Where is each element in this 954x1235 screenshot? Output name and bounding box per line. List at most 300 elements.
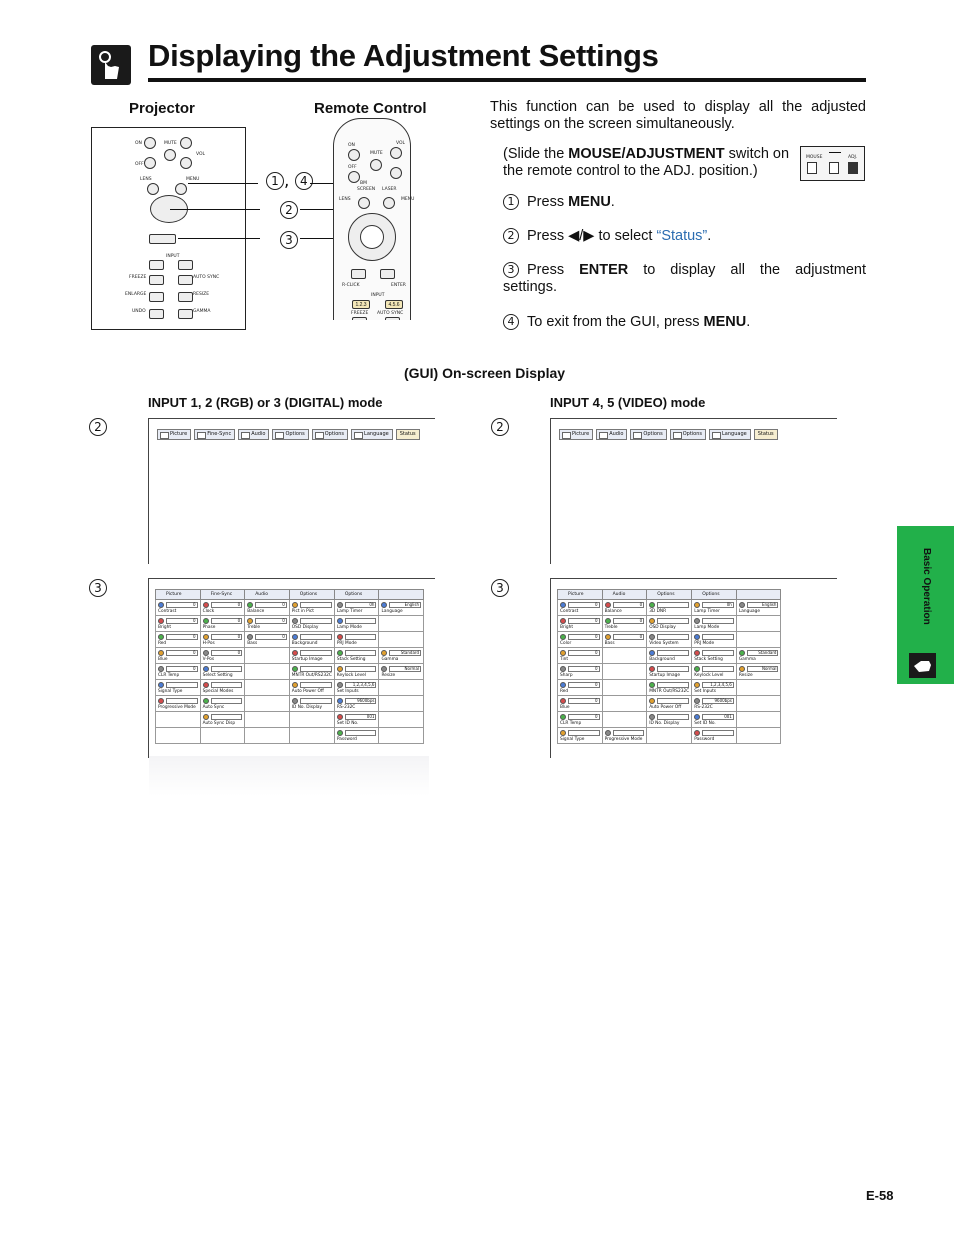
proj-auto-sync-label: AUTO SYNC bbox=[193, 275, 220, 280]
setting-value bbox=[345, 666, 377, 672]
rgb-status-cell bbox=[289, 600, 334, 616]
setting-value bbox=[300, 602, 332, 608]
setting-label: Language bbox=[381, 609, 403, 614]
rgb-status-cell bbox=[156, 664, 201, 680]
setting-icon bbox=[337, 682, 343, 688]
remote-menu-label: MENU bbox=[401, 197, 415, 202]
setting-icon bbox=[337, 698, 343, 704]
setting-icon bbox=[337, 730, 343, 736]
rgb-status-cell bbox=[379, 712, 424, 728]
table-row bbox=[558, 712, 781, 728]
setting-label: Video System bbox=[649, 641, 679, 646]
remote-auto-sync-label: AUTO SYNC bbox=[377, 311, 404, 316]
table-row bbox=[558, 728, 781, 744]
setting-value: 0h bbox=[702, 602, 734, 608]
title-rule bbox=[148, 78, 866, 82]
setting-label: Password bbox=[694, 737, 715, 742]
setting-value: 0 bbox=[568, 634, 600, 640]
setting-icon bbox=[694, 698, 700, 704]
setting-icon bbox=[649, 634, 655, 640]
slide-note: (Slide the MOUSE/ADJUSTMENT switch on the remote control to the ADJ. position.) bbox=[503, 146, 790, 179]
video-status-cell bbox=[558, 680, 603, 696]
setting-icon bbox=[203, 682, 209, 688]
setting-label: Set ID No. bbox=[694, 721, 716, 726]
setting-icon bbox=[560, 666, 566, 672]
setting-value: 0 bbox=[613, 618, 645, 624]
remote-input-456-button[interactable]: 4.5.6 bbox=[385, 300, 403, 309]
rgb-status-cell bbox=[245, 680, 290, 696]
setting-icon bbox=[203, 666, 209, 672]
setting-value: 1,2,3,4,5,6 bbox=[702, 682, 734, 688]
remote-input-label: INPUT bbox=[371, 293, 385, 298]
rgb-status-cell bbox=[200, 648, 245, 664]
setting-value bbox=[345, 634, 377, 640]
setting-value bbox=[657, 666, 689, 672]
video-mode-label: INPUT 4, 5 (VIDEO) mode bbox=[550, 395, 706, 410]
video-status-cell bbox=[558, 648, 603, 664]
setting-value: English bbox=[747, 602, 779, 608]
leader-line-1 bbox=[188, 183, 258, 184]
setting-value: 0 bbox=[568, 602, 600, 608]
video-status-cell bbox=[647, 728, 692, 744]
remote-enter-button[interactable] bbox=[380, 269, 395, 279]
setting-icon bbox=[158, 602, 164, 608]
setting-icon bbox=[649, 698, 655, 704]
setting-icon bbox=[337, 714, 343, 720]
table-row bbox=[156, 600, 424, 616]
setting-label: PRJ Mode bbox=[694, 641, 715, 646]
remote-vol-down-button[interactable] bbox=[390, 167, 402, 179]
setting-label: 3D DNR bbox=[649, 609, 667, 614]
setting-value bbox=[300, 698, 332, 704]
video-menu-screen bbox=[550, 418, 837, 564]
setting-value bbox=[300, 634, 332, 640]
setting-icon bbox=[292, 650, 298, 656]
setting-icon bbox=[560, 698, 566, 704]
setting-label: CLR Temp bbox=[158, 673, 180, 678]
proj-resize-button[interactable] bbox=[178, 292, 193, 302]
setting-value bbox=[300, 618, 332, 624]
setting-label: Stack Setting bbox=[336, 657, 366, 662]
setting-value bbox=[657, 714, 689, 720]
rgb-col-header: Options bbox=[289, 590, 334, 600]
rgb-status-cell bbox=[289, 648, 334, 664]
rgb-status-cell bbox=[156, 648, 201, 664]
remote-vol-up-button[interactable] bbox=[390, 147, 402, 159]
setting-label: RS-232C bbox=[336, 705, 356, 710]
setting-value: 1,2,3,4,5,6 bbox=[345, 682, 377, 688]
setting-value: 0 bbox=[166, 666, 198, 672]
setting-value: 9600bps bbox=[345, 698, 377, 704]
setting-icon bbox=[605, 602, 611, 608]
setting-value bbox=[702, 618, 734, 624]
setting-icon bbox=[203, 602, 209, 608]
gui-callout-rgb-2: 2 bbox=[89, 417, 107, 437]
video-tab-options[interactable]: Options bbox=[630, 429, 666, 440]
video-status-cell bbox=[647, 712, 692, 728]
remote-lens-label: LENS bbox=[339, 197, 351, 202]
proj-mute-button[interactable] bbox=[164, 149, 176, 161]
remote-mute-label: MUTE bbox=[370, 151, 383, 156]
setting-value bbox=[613, 730, 645, 736]
setting-label: Gamma bbox=[381, 657, 399, 662]
video-status-cell bbox=[736, 696, 781, 712]
proj-gamma-button[interactable] bbox=[178, 309, 193, 319]
video-status-cell bbox=[558, 712, 603, 728]
setting-icon bbox=[739, 666, 745, 672]
setting-label: Treble bbox=[247, 625, 261, 630]
video-status-cell bbox=[692, 728, 737, 744]
video-status-cell bbox=[558, 728, 603, 744]
table-row bbox=[558, 600, 781, 616]
setting-icon bbox=[381, 602, 387, 608]
rgb-status-cell bbox=[379, 696, 424, 712]
setting-label: Tint bbox=[560, 657, 569, 662]
setting-icon bbox=[337, 666, 343, 672]
proj-lens-button[interactable] bbox=[147, 183, 159, 195]
setting-icon bbox=[381, 650, 387, 656]
video-status-cell bbox=[692, 600, 737, 616]
rgb-status-cell bbox=[200, 680, 245, 696]
video-status-cell bbox=[647, 664, 692, 680]
rgb-status-cell bbox=[334, 616, 379, 632]
video-status-cell bbox=[602, 648, 647, 664]
setting-icon bbox=[203, 650, 209, 656]
video-status-cell bbox=[647, 680, 692, 696]
setting-icon bbox=[649, 714, 655, 720]
setting-label: Red bbox=[158, 641, 167, 646]
setting-label: OSD Display bbox=[291, 625, 319, 630]
setting-label: H-Pos bbox=[202, 641, 215, 646]
rgb-status-cell bbox=[379, 680, 424, 696]
setting-label: Lamp Timer bbox=[336, 609, 363, 614]
table-row bbox=[156, 696, 424, 712]
setting-label: Blue bbox=[560, 705, 570, 710]
setting-label: MNTR Out/RS232C bbox=[649, 689, 690, 694]
setting-icon bbox=[292, 602, 298, 608]
setting-value bbox=[657, 602, 689, 608]
setting-icon bbox=[337, 650, 343, 656]
video-tab-audio[interactable]: Audio bbox=[596, 429, 627, 440]
table-row bbox=[156, 648, 424, 664]
rgb-status-cell bbox=[245, 648, 290, 664]
setting-icon bbox=[158, 618, 164, 624]
video-status-cell bbox=[647, 632, 692, 648]
gui-heading: (GUI) On-screen Display bbox=[404, 365, 566, 381]
setting-value: 001 bbox=[702, 714, 734, 720]
rgb-status-cell bbox=[245, 600, 290, 616]
setting-icon bbox=[203, 634, 209, 640]
video-status-cell bbox=[602, 632, 647, 648]
setting-label: Progressive Mode bbox=[604, 737, 643, 742]
setting-icon bbox=[739, 650, 745, 656]
proj-menu-button[interactable] bbox=[175, 183, 187, 195]
setting-value bbox=[657, 634, 689, 640]
proj-gamma-label: GAMMA bbox=[193, 309, 211, 314]
video-tab-language[interactable]: Language bbox=[709, 429, 751, 440]
setting-label: PRJ Mode bbox=[336, 641, 357, 646]
remote-control-label: Remote Control bbox=[314, 100, 427, 117]
rgb-tab-options[interactable]: Options bbox=[312, 429, 348, 440]
setting-label: ID No. Display bbox=[649, 721, 680, 726]
gui-callout-video-2: 2 bbox=[491, 417, 509, 437]
rgb-status-cell bbox=[200, 616, 245, 632]
setting-label: Bass bbox=[604, 641, 615, 646]
video-status-cell bbox=[692, 632, 737, 648]
proj-enter-button[interactable] bbox=[149, 234, 176, 244]
setting-label: Contrast bbox=[158, 609, 177, 614]
table-row bbox=[156, 632, 424, 648]
setting-label: Phase bbox=[202, 625, 216, 630]
table-row bbox=[156, 728, 424, 744]
video-status-table bbox=[557, 589, 781, 744]
setting-label: Startup Image bbox=[291, 657, 323, 662]
remote-input-123-button[interactable]: 1.2.3 bbox=[352, 300, 370, 309]
proj-input-1-button[interactable] bbox=[149, 260, 164, 270]
remote-r-click-button[interactable] bbox=[351, 269, 366, 279]
rgb-status-cell bbox=[245, 712, 290, 728]
rgb-status-cell bbox=[334, 712, 379, 728]
setting-icon bbox=[560, 682, 566, 688]
video-status-screen bbox=[550, 578, 837, 758]
video-status-cell bbox=[736, 600, 781, 616]
setting-label: Select Setting bbox=[202, 673, 233, 678]
rgb-col-header: Picture bbox=[156, 590, 201, 600]
step-1: 1 Press MENU. bbox=[503, 194, 866, 211]
setting-value: 0 bbox=[211, 650, 243, 656]
setting-icon bbox=[694, 650, 700, 656]
rgb-menu-screen bbox=[148, 418, 435, 564]
table-row bbox=[558, 632, 781, 648]
setting-icon bbox=[694, 666, 700, 672]
remote-off-button[interactable] bbox=[348, 171, 360, 183]
setting-icon bbox=[694, 634, 700, 640]
setting-value bbox=[702, 634, 734, 640]
remote-lens-button[interactable] bbox=[358, 197, 370, 209]
rgb-status-cell bbox=[379, 664, 424, 680]
rgb-status-cell bbox=[334, 696, 379, 712]
setting-value bbox=[211, 682, 243, 688]
video-status-cell bbox=[647, 696, 692, 712]
rgb-status-cell bbox=[289, 664, 334, 680]
proj-vol-down-button[interactable] bbox=[180, 157, 192, 169]
setting-value bbox=[211, 714, 243, 720]
setting-label: Gamma bbox=[738, 657, 756, 662]
rgb-status-screen bbox=[148, 578, 435, 758]
setting-icon bbox=[337, 602, 343, 608]
remote-on-button[interactable] bbox=[348, 149, 360, 161]
video-status-cell bbox=[647, 600, 692, 616]
rgb-tab-options[interactable]: Options bbox=[272, 429, 308, 440]
setting-icon bbox=[649, 602, 655, 608]
setting-icon bbox=[560, 730, 566, 736]
video-col-header: Options bbox=[692, 590, 737, 600]
rgb-status-cell bbox=[334, 680, 379, 696]
setting-value: 0 bbox=[166, 618, 198, 624]
remote-menu-button[interactable] bbox=[383, 197, 395, 209]
rgb-status-cell bbox=[200, 696, 245, 712]
setting-value bbox=[657, 698, 689, 704]
step-4: 4 To exit from the GUI, press MENU. bbox=[503, 314, 866, 331]
setting-icon bbox=[337, 618, 343, 624]
setting-icon bbox=[694, 714, 700, 720]
setting-label: MNTR Out/RS232C bbox=[291, 673, 332, 678]
video-tab-bar bbox=[559, 429, 778, 440]
setting-value: 0 bbox=[568, 618, 600, 624]
proj-on-button[interactable] bbox=[144, 137, 156, 149]
rgb-tab-audio[interactable]: Audio bbox=[238, 429, 269, 440]
rgb-status-cell bbox=[289, 616, 334, 632]
switch-mouse-label: MOUSE bbox=[806, 155, 823, 160]
proj-auto-sync-button[interactable] bbox=[178, 275, 193, 285]
proj-vol-up-button[interactable] bbox=[180, 137, 192, 149]
video-status-cell bbox=[692, 648, 737, 664]
setting-label: Auto Power Off bbox=[291, 689, 324, 694]
table-row bbox=[558, 664, 781, 680]
setting-icon bbox=[203, 618, 209, 624]
table-row bbox=[558, 696, 781, 712]
video-col-header bbox=[736, 590, 781, 600]
video-status-cell bbox=[736, 616, 781, 632]
proj-input-2-button[interactable] bbox=[178, 260, 193, 270]
setting-value bbox=[300, 666, 332, 672]
setting-label: Set Inputs bbox=[694, 689, 717, 694]
proj-freeze-button[interactable] bbox=[149, 275, 164, 285]
setting-value bbox=[345, 618, 377, 624]
setting-label: Lamp Timer bbox=[694, 609, 720, 614]
setting-label: Startup Image bbox=[649, 673, 680, 678]
rgb-col-header: Fine-Sync bbox=[200, 590, 245, 600]
rgb-status-cell bbox=[334, 632, 379, 648]
rgb-status-cell bbox=[334, 648, 379, 664]
rgb-status-cell bbox=[245, 616, 290, 632]
proj-enlarge-button[interactable] bbox=[149, 292, 164, 302]
remote-freeze-label: FREEZE bbox=[351, 311, 369, 316]
setting-icon bbox=[292, 682, 298, 688]
projector-label: Projector bbox=[129, 100, 195, 117]
setting-value bbox=[702, 650, 734, 656]
setting-label: OSD Display bbox=[649, 625, 676, 630]
setting-icon bbox=[605, 618, 611, 624]
setting-value bbox=[166, 698, 198, 704]
mouse-adj-switch bbox=[800, 146, 865, 181]
projector-panel bbox=[91, 127, 246, 330]
rgb-status-table bbox=[155, 589, 424, 744]
remote-cutoff bbox=[333, 320, 411, 332]
setting-value: 0 bbox=[166, 634, 198, 640]
video-col-header: Options bbox=[647, 590, 692, 600]
video-tab-picture[interactable]: Picture bbox=[559, 429, 593, 440]
remote-direction-pad[interactable] bbox=[348, 213, 396, 261]
setting-icon bbox=[247, 618, 253, 624]
table-row bbox=[156, 664, 424, 680]
setting-value: 0 bbox=[166, 650, 198, 656]
video-status-cell bbox=[602, 616, 647, 632]
setting-icon bbox=[381, 666, 387, 672]
setting-value: 0 bbox=[613, 634, 645, 640]
setting-value bbox=[568, 730, 600, 736]
setting-value: 0 bbox=[211, 618, 243, 624]
proj-input-label: INPUT bbox=[166, 254, 180, 259]
setting-icon bbox=[605, 634, 611, 640]
leader-line-3 bbox=[178, 238, 260, 239]
video-status-cell bbox=[602, 664, 647, 680]
setting-label: CLR Temp bbox=[560, 721, 582, 726]
video-status-cell bbox=[692, 664, 737, 680]
setting-value: 0 bbox=[568, 682, 600, 688]
remote-vol-label: VOL bbox=[396, 141, 406, 146]
setting-label: Set Inputs bbox=[336, 689, 359, 694]
setting-label: Bass bbox=[247, 641, 258, 646]
setting-label: Lamp Mode bbox=[694, 625, 720, 630]
callout-3: 3 bbox=[280, 230, 298, 250]
setting-value bbox=[657, 618, 689, 624]
side-tab-label: Basic Operation bbox=[921, 548, 932, 625]
video-tab-status[interactable]: Status bbox=[754, 429, 778, 440]
setting-value bbox=[300, 650, 332, 656]
setting-value: 0 bbox=[211, 602, 243, 608]
proj-off-button[interactable] bbox=[144, 157, 156, 169]
video-status-cell bbox=[558, 664, 603, 680]
setting-value bbox=[702, 666, 734, 672]
setting-value bbox=[657, 682, 689, 688]
remote-off-label: OFF bbox=[348, 165, 357, 170]
rgb-tab-status[interactable]: Status bbox=[396, 429, 420, 440]
rgb-status-cell bbox=[379, 632, 424, 648]
setting-icon bbox=[158, 650, 164, 656]
setting-label: Resize bbox=[381, 673, 396, 678]
setting-icon bbox=[739, 602, 745, 608]
proj-enlarge-label: ENLARGE bbox=[125, 292, 147, 297]
rgb-screen-fade bbox=[149, 756, 429, 796]
setting-label: Contrast bbox=[560, 609, 579, 614]
proj-lens-label: LENS bbox=[140, 177, 152, 182]
rgb-status-cell bbox=[379, 616, 424, 632]
setting-label: Clock bbox=[202, 609, 215, 614]
rgb-tab-language[interactable]: Language bbox=[351, 429, 393, 440]
rgb-tab-fine-sync[interactable]: Fine-Sync bbox=[194, 429, 235, 440]
setting-value: 0 bbox=[568, 698, 600, 704]
video-status-cell bbox=[736, 648, 781, 664]
rgb-status-cell bbox=[289, 696, 334, 712]
remote-bm-label: BM bbox=[360, 181, 367, 186]
setting-value: Standard bbox=[389, 650, 421, 656]
setting-label: Resize bbox=[738, 673, 753, 678]
video-status-cell bbox=[602, 712, 647, 728]
intro-text: This function can be used to display all the adjusted settings on the screen simultaneously. bbox=[490, 99, 866, 132]
setting-label: Stack Setting bbox=[694, 657, 723, 662]
remote-enter-label: ENTER bbox=[391, 283, 406, 288]
setting-icon bbox=[203, 714, 209, 720]
rgb-status-cell bbox=[289, 728, 334, 744]
video-status-cell bbox=[602, 696, 647, 712]
setting-icon bbox=[694, 618, 700, 624]
setting-value bbox=[166, 682, 198, 688]
rgb-tab-picture[interactable]: Picture bbox=[157, 429, 191, 440]
setting-icon bbox=[560, 602, 566, 608]
setting-label: Auto Power Off bbox=[649, 705, 682, 710]
rgb-col-header bbox=[379, 590, 424, 600]
setting-icon bbox=[649, 618, 655, 624]
table-row bbox=[156, 616, 424, 632]
remote-mute-button[interactable] bbox=[370, 159, 382, 171]
setting-label: Set ID No. bbox=[336, 721, 359, 726]
rgb-status-cell bbox=[245, 696, 290, 712]
proj-undo-button[interactable] bbox=[149, 309, 164, 319]
setting-icon bbox=[158, 666, 164, 672]
setting-icon bbox=[292, 634, 298, 640]
video-tab-options[interactable]: Options bbox=[670, 429, 706, 440]
